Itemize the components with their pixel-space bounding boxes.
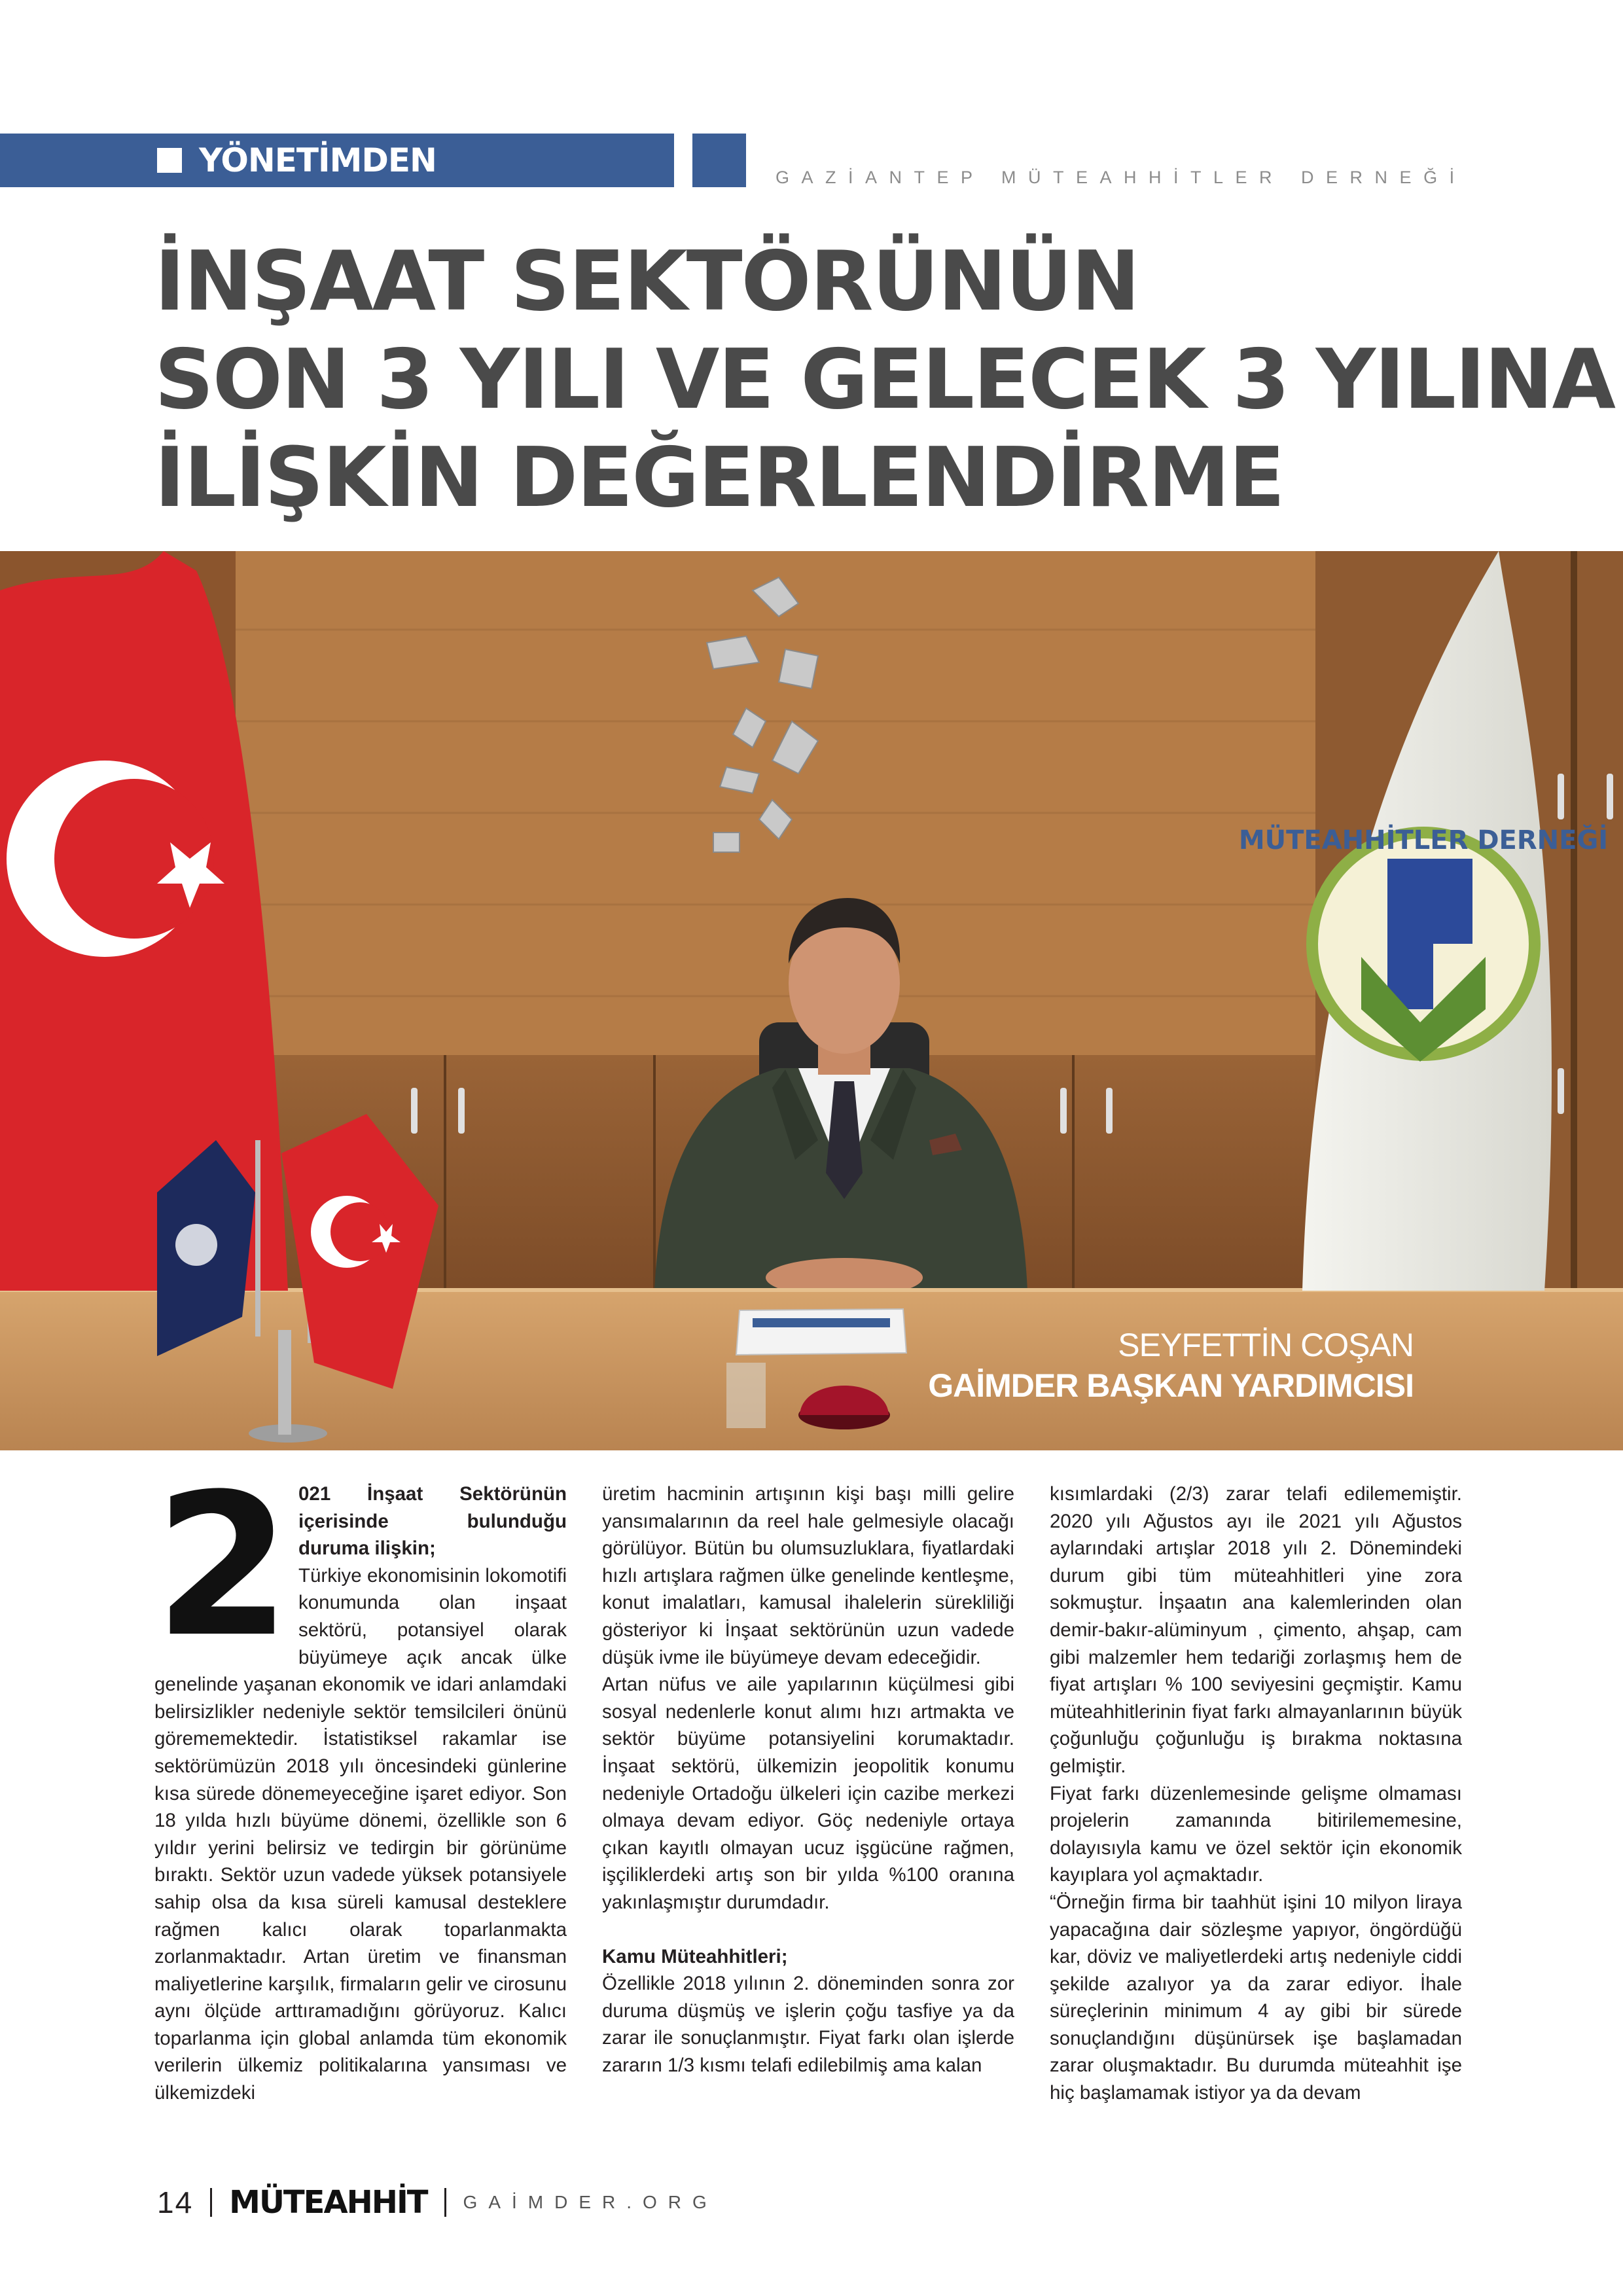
section-band-accent [692,134,746,187]
article-lead: 021 İnşaat Sektörünün içerisinde bulunduğu duruma ilişkin; [298,1483,567,1560]
article-paragraph: Artan nüfus ve aile yapılarının küçülmesi gibi sosyal nedenlerle konut alımı hızı artmakta ve sektör büyüme potansiyelini korumaktadır. İnşaat sektörü, ülkemizin jeopolitik konumu nedeniyle Ortadoğu ülkeleri için cazibe merkezi olmaya devam ediyor. Göç nedeniyle ortaya çıkan kayıtlı olmayan ucuz işgücüne rağmen, işçiliklerdeki artış son bir yılda %100 oranına yakınlaşmıştır durumdadır. [602,1674,1014,1913]
section-square-icon [157,148,182,173]
footer-divider [210,2188,212,2217]
article-paragraph: Türkiye ekonomisinin lokomotifi konumunda olan inşaat sektörü, potansiyel olarak büyümeye açık ancak ülke genelinde yaşanan ekonomik ve idari anlamdaki belirsizlikler nedeniyle sektör temsilcileri önünü görememektedir. İstatistiksel rakamlar ise sektörümüzün 2018 yılı öncesindeki günlerine kısa sürede dönemeyeceğine işaret ediyor. Son 18 yılda hızlı büyüme dönemi, özellikle son 6 yıldır yerini belirsiz ve tedirgin bir görünüme bıraktı. Sektör uzun vadede yüksek potansiyele sahip olsa da kısa süreli kamusal desteklere rağmen kalıcı olarak toparlanmakta zorlanmaktadır. Artan üretim ve finansman maliyetlerine karşılık, firmaların gelir ve cirosunu aynı ölçüde arttıramadığını görüyoruz. Kalıcı toparlanma için global anlamda tüm ekonomik verilerin ülkemiz politikalarına yansıması ve ülkemizdeki [154,1564,567,2104]
dropcap: 2 [154,1452,291,1680]
page-footer [157,2179,718,2225]
organization-name: GAZİANTEP MÜTEAHHİTLER DERNEĞİ [776,168,1467,187]
title-line-2: SON 3 YILI VE GELECEK 3 YILINA [154,331,1615,427]
article-title [154,232,1615,527]
article-paragraph: Özellikle 2018 yılının 2. döneminden sonra zor duruma düşmüş ve işlerin çoğu tasfiye ya da zarar ile sonuçlanmıştır. Fiyat farkı olan işlerde zararın 1/3 kısmı telafi edilebilmiş ama kalan [602,1973,1014,2076]
magazine-logo: MÜTEAHHİT [229,2184,427,2221]
caption-name: SEYFETTİN COŞAN [1118,1327,1414,1363]
title-line-1: İNŞAAT SEKTÖRÜNÜN [154,233,1139,329]
article-paragraph: Fiyat farkı düzenlemesinde gelişme olmaması projelerin zamanında bitirilememesine, dolayısıyla kamu ve özel sektör için ekonomik kayıplara yol açmaktadır. [1050,1782,1462,1886]
page-number: 14 [157,2185,194,2219]
article-paragraph: üretim hacminin artışının kişi başı milli gelire yansımalarının da reel hale gelmesiyle olacağı görülüyor. Bütün bu olumsuzluklara, fiyatlardaki hızlı artışlara rağmen ülke genelinde kentleşme, konut imalatları, kamusal ihalelerin sürekliliği gösteriyor ki İnşaat sektörünün uzun vadede düşük ivme ile büyümeye devam edeceğidir. [602,1483,1014,1668]
article-paragraph: “Örneğin firma bir taahhüt işini 10 milyon liraya yapacağına dair sözleşme yapıyor, öngördüğü kar, döviz ve maliyetlerdeki artış nedeniyle ciddi şekilde azalıyor ya da zarar ediyor. İhale süreçlerinin minimum 4 ay gibi bir sürede sonuçlandığını düşünürsek işe başlamadan zarar oluşmaktadır. Bu durumda müteahhit işe hiç başlamamak istiyor ya da devam [1050,1891,1462,2104]
section-label: YÖNETİMDEN [199,141,437,179]
caption-role: GAİMDER BAŞKAN YARDIMCISI [928,1367,1414,1404]
article-paragraph: kısımlardaki (2/3) zarar telafi edilememiştir. 2020 yılı Ağustos ayı ile 2021 yılı Ağustos aylarındaki artışlar 2018 yılı 2. Dönemindeki durum gibi tüm müteahhitleri yine zora sokmuştur. İnşaatın ana kalemlerinden olan demir-bakır-alüminyum , çimento, ahşap, cam gibi malzemler hem tedariği zorlaşmış hem de fiyat artışları % 100 seviyesini geçmiştir. Kamu müteahhitlerinin fiyat farkı almayanlarının büyük çoğunluğu çoğunluğu iş bırakma noktasına gelmiştir. [1050,1483,1462,1777]
title-line-3: İLİŞKİN DEĞERLENDİRME [154,429,1284,526]
footer-divider [444,2188,446,2217]
flag-logo-text: MÜTEAHHİTLER DERNEĞİ [1238,825,1609,855]
website-link[interactable]: GAİMDER.ORG [463,2192,718,2212]
article-column-2 [602,1480,1014,2079]
article-column-1 [154,1452,567,2107]
portrait-photo [0,551,1623,1450]
article-subheading: Kamu Müteahhitleri; [602,1945,788,1967]
article-column-3 [1050,1480,1462,2107]
